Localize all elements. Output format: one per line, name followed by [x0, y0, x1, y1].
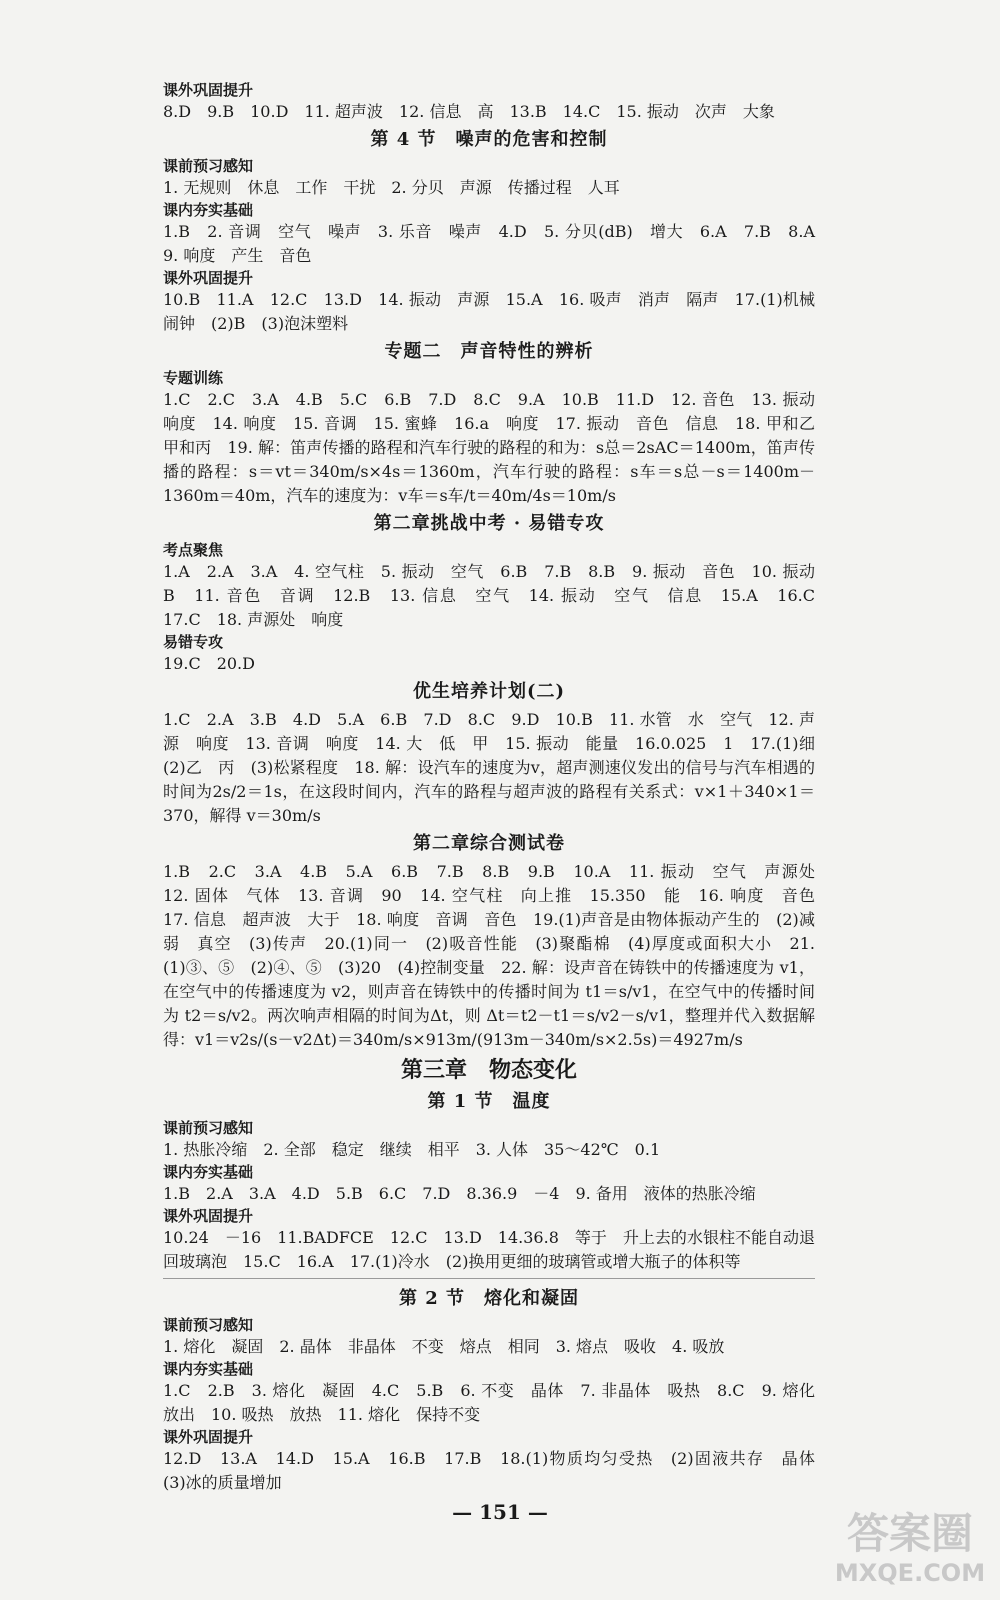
answer-text: 1. 无规则 休息 工作 干扰 2. 分贝 声源 传播过程 人耳: [163, 178, 620, 197]
section-label: 课外巩固提升: [163, 81, 254, 99]
section-title: 第 4 节 噪声的危害和控制: [370, 129, 608, 150]
section-title: 第 2 节 熔化和凝固: [398, 1288, 580, 1309]
answer-text: 1.B 2.C 3.A 4.B 5.A 6.B 7.B 8.B 9.B 10.A 11. 振动 空气 声源处 12. 固体 气体 13. 音调 90 14. 空气柱 向上推 15.350 能 16. 响度 音色 17. 信息 超声波 大于 18. 响度 音调 音色 19.(1)声音是由物体振动产生的 (2)减弱 真空 (3)传声 20.(1)同一 (2)吸音性能 (3)聚酯棉 (4)厚度或面积大小 21.(1)③、⑤ (2)④、⑤ (3)20 (4)控制变量 22. 解：设声音在铸铁中的传播速度为 v1，在空气中的传播速度为 v2，则声音在铸铁中的传播时间为 t1＝s/v1，在空气中的传播时间为 t2＝s/v2。两次响声相隔的时间为Δt，则 Δt＝t2－t1＝s/v2－s/v1，整理并代入数据解得：v1＝v2s/(s－v2Δt)＝340m/s×913m/(913m－340m/s×2.5s)＝4927m/s: [163, 862, 832, 1049]
section-title: 第 1 节 温度: [427, 1091, 551, 1112]
section-label: 课前预习感知: [163, 157, 254, 175]
watermark-url: MXQE.COM: [834, 1559, 986, 1587]
section-label: 课内夯实基础: [163, 1163, 254, 1181]
section-label: 课外巩固提升: [163, 269, 254, 287]
divider: [163, 1278, 815, 1279]
section-label: 课外巩固提升: [163, 1428, 254, 1446]
answer-text: 1.B 2. 音调 空气 噪声 3. 乐音 噪声 4.D 5. 分贝(dB) 增大 6.A 7.B 8.A 9. 响度 产生 音色: [163, 222, 832, 265]
section-title: 优生培养计划(二): [412, 681, 566, 702]
answer-text: 1. 熔化 凝固 2. 晶体 非晶体 不变 熔点 相同 3. 熔点 吸收 4. 吸放: [163, 1337, 725, 1356]
page-number: — 151 —: [452, 1500, 548, 1524]
answer-text: 8.D 9.B 10.D 11. 超声波 12. 信息 高 13.B 14.C 15. 振动 次声 大象: [163, 102, 775, 121]
answer-text: 19.C 20.D: [163, 654, 255, 673]
section-label: 专题训练: [163, 369, 224, 387]
section-label: 课内夯实基础: [163, 201, 254, 219]
answer-text: 1.B 2.A 3.A 4.D 5.B 6.C 7.D 8.36.9 －4 9. 备用 液体的热胀冷缩: [163, 1184, 756, 1203]
answer-content: [163, 80, 832, 1495]
answer-text: 10.24 －16 11.BADFCE 12.C 13.D 14.36.8 等于 升上去的水银柱不能自动退回玻璃泡 15.C 16.A 17.(1)冷水 (2)换用更细的玻璃管或增大瓶子的体积等: [163, 1228, 815, 1271]
section-label: 考点聚焦: [163, 541, 224, 559]
section-title: 第二章挑战中考 · 易错专攻: [373, 513, 605, 534]
watermark-logo: [830, 1508, 990, 1594]
section-title: 专题二 声音特性的辨析: [384, 341, 594, 362]
answer-text: 1.C 2.B 3. 熔化 凝固 4.C 5.B 6. 不变 晶体 7. 非晶体 吸热 8.C 9. 熔化 放出 10. 吸热 放热 11. 熔化 保持不变: [163, 1381, 832, 1424]
answer-text: 1. 热胀冷缩 2. 全部 稳定 继续 相平 3. 人体 35～42℃ 0.1: [163, 1140, 661, 1159]
chapter-title: 第三章 物态变化: [400, 1058, 577, 1083]
section-label: 课外巩固提升: [163, 1207, 254, 1225]
section-label: 课前预习感知: [163, 1316, 254, 1334]
answer-text: 10.B 11.A 12.C 13.D 14. 振动 声源 15.A 16. 吸声 消声 隔声 17.(1)机械闹钟 (2)B (3)泡沫塑料: [163, 290, 815, 333]
section-title: 第二章综合测试卷: [413, 833, 565, 854]
section-label: 易错专攻: [163, 633, 224, 651]
section-label: 课前预习感知: [163, 1119, 254, 1137]
answer-text: 1.C 2.A 3.B 4.D 5.A 6.B 7.D 8.C 9.D 10.B 11. 水管 水 空气 12. 声源 响度 13. 音调 响度 14. 大 低 甲 15. 振动 能量 16.0.025 1 17.(1)细 (2)乙 丙 (3)松紧程度 18. 解：设汽车的速度为v，超声测速仪发出的信号与汽车相遇的时间为2s/2＝1s，在这段时间内，汽车的路程与超声波的路程有关系式：v×1＋340×1＝370，解得 v＝30m/s: [163, 710, 832, 825]
answer-text: 1.C 2.C 3.A 4.B 5.C 6.B 7.D 8.C 9.A 10.B 11.D 12. 音色 13. 振动 响度 14. 响度 15. 音调 15. 蜜蜂 16.a 响度 17. 振动 音色 信息 18. 甲和乙 甲和丙 19. 解：笛声传播的路程和汽车行驶的路程的和为：s总＝2sAC＝1400m，笛声传播的路程：s＝vt＝340m/s×4s＝1360m，汽车行驶的路程：s车＝s总－s＝1400m－1360m＝40m，汽车的速度为：v车＝s车/t＝40m/4s＝10m/s: [163, 390, 832, 505]
watermark-text: 答案圈: [846, 1509, 973, 1558]
section-label: 课内夯实基础: [163, 1360, 254, 1378]
answer-text: 12.D 13.A 14.D 15.A 16.B 17.B 18.(1)物质均匀受热 (2)固液共存 晶体 (3)冰的质量增加: [163, 1449, 832, 1492]
answer-text: 1.A 2.A 3.A 4. 空气柱 5. 振动 空气 6.B 7.B 8.B 9. 振动 音色 10. 振动 B 11. 音色 音调 12.B 13. 信息 空气 14. 振动 空气 信息 15.A 16.C 17.C 18. 声源处 响度: [163, 562, 832, 629]
